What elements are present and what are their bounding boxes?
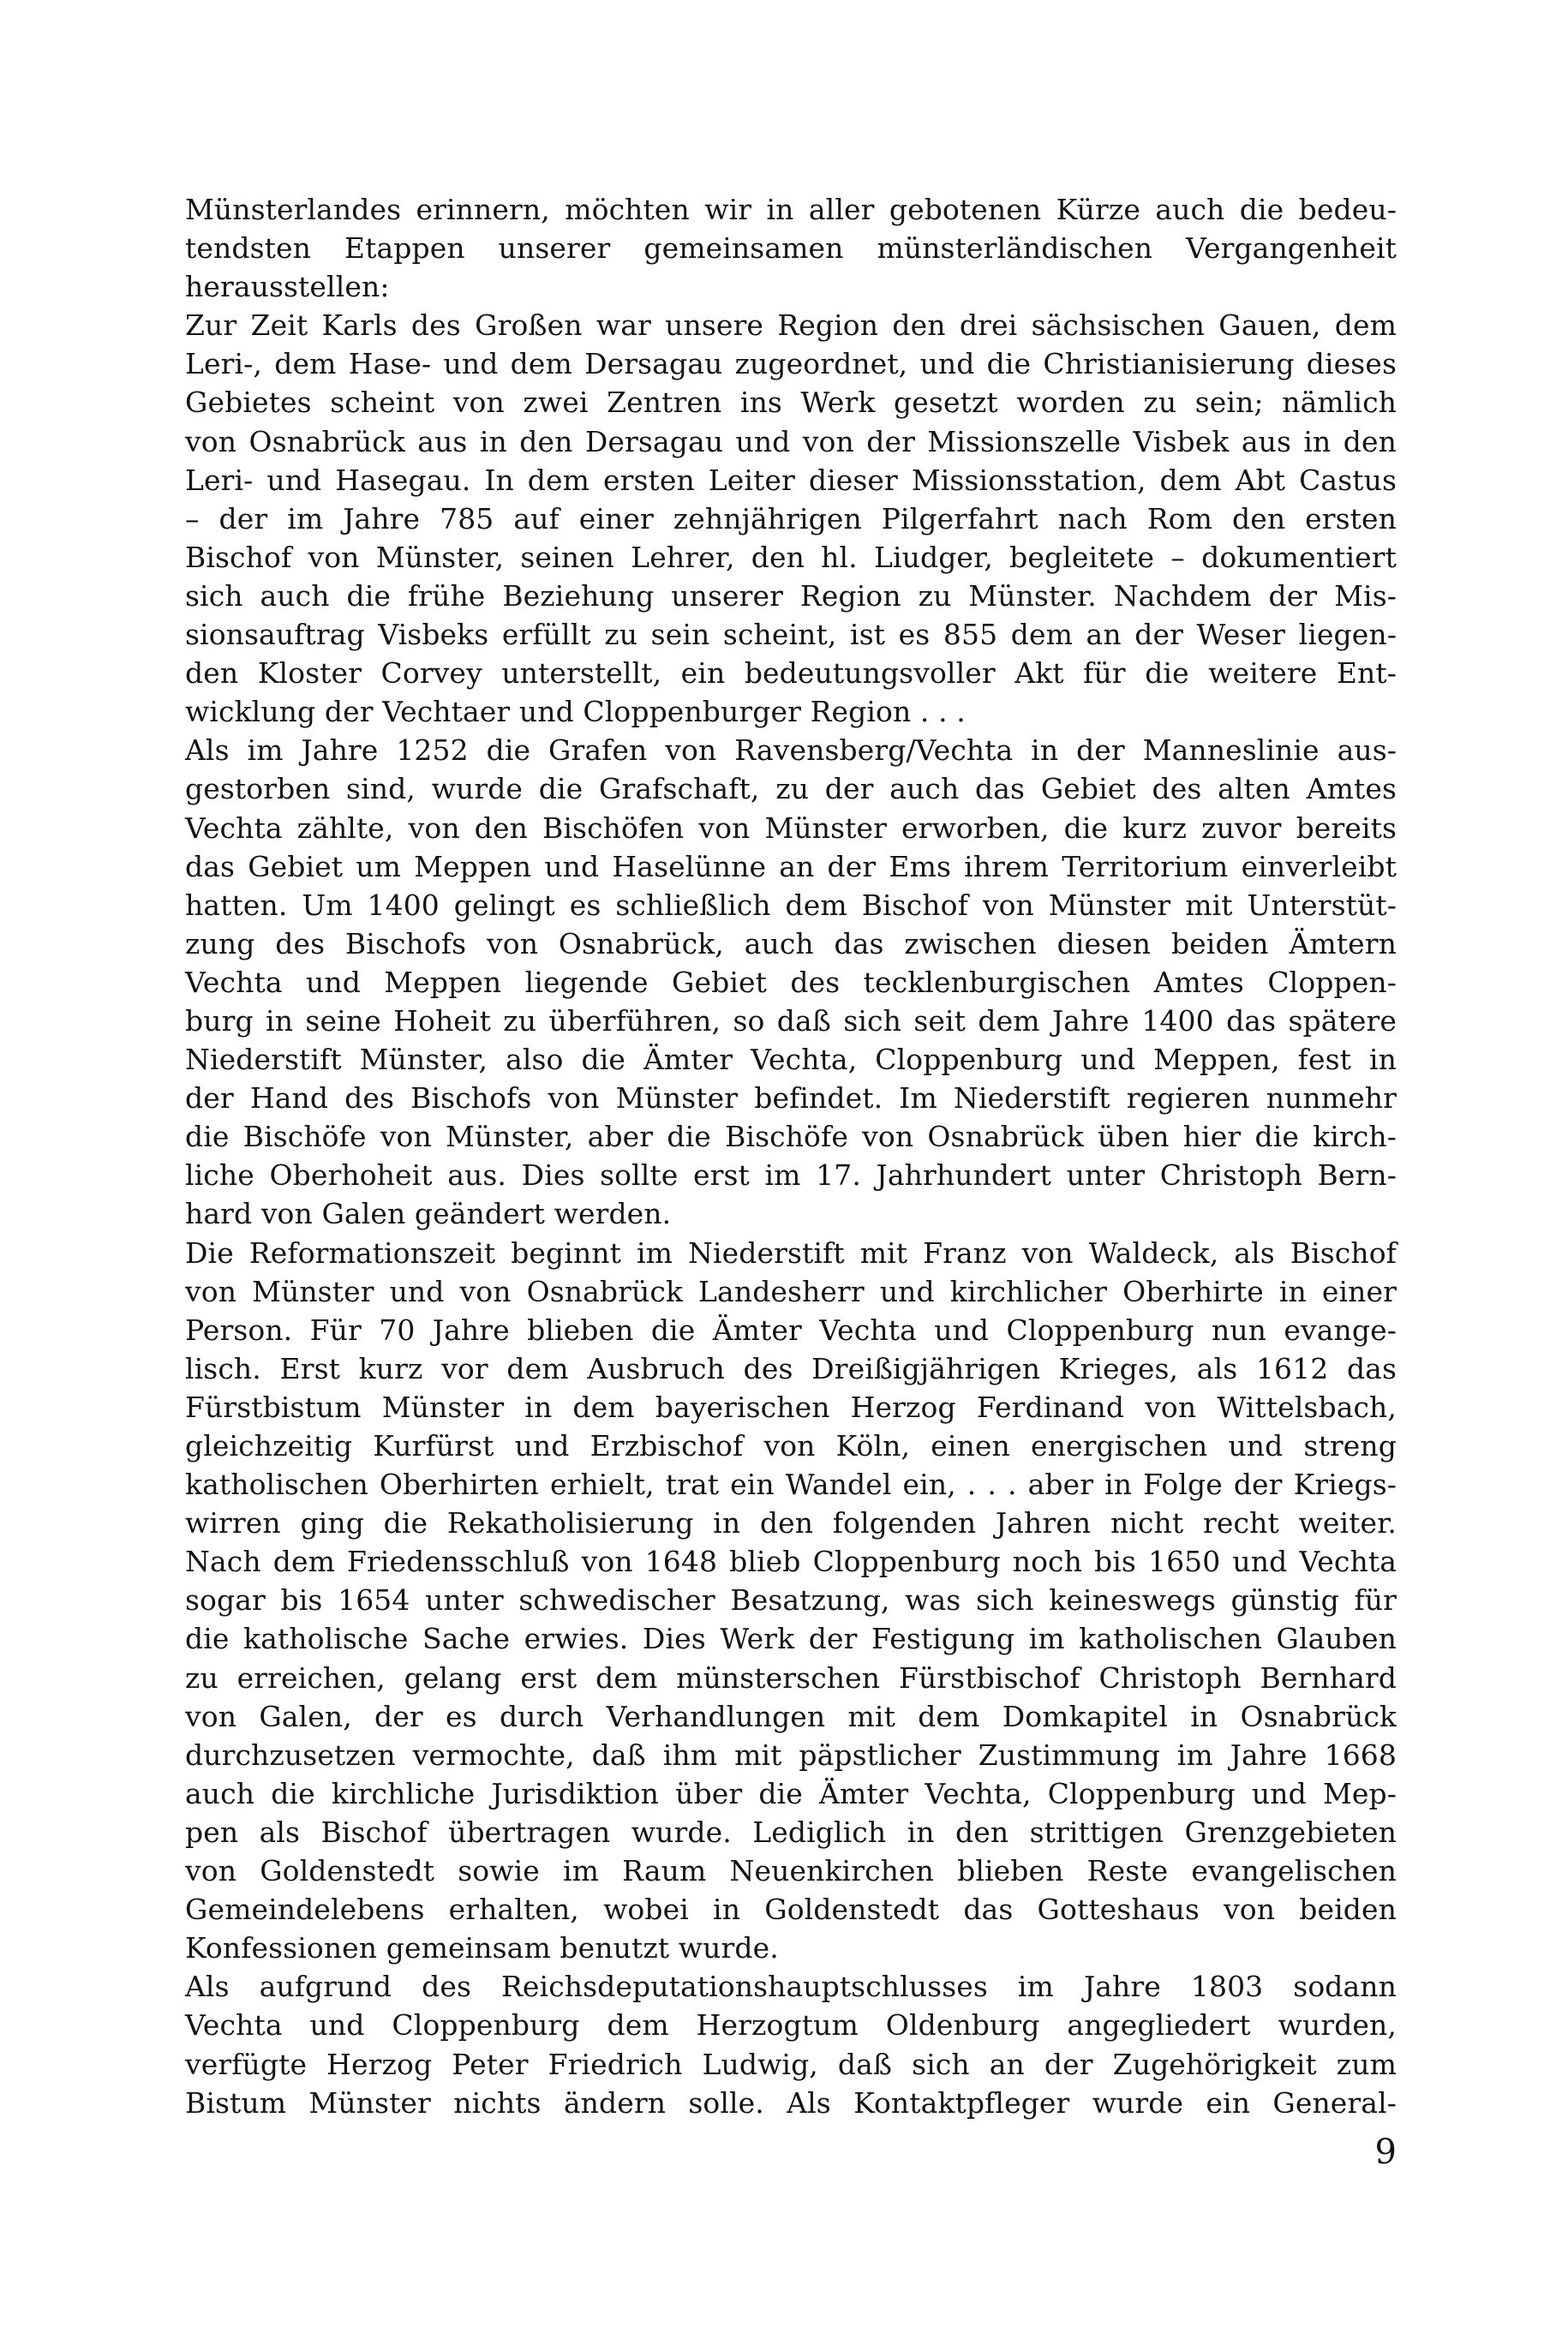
text-line: lisch. Erst kurz vor dem Ausbruch des Dreißigjährigen Krieges, als 1612 das — [185, 1351, 1397, 1385]
text-line: hard von Galen geändert werden. — [185, 1197, 672, 1231]
page-number: 9 — [1374, 2133, 1397, 2172]
text-line: katholischen Oberhirten erhielt, trat ein Wandel ein, . . . aber in Folge der Kriegs- — [185, 1468, 1397, 1502]
text-line: Bistum Münster nichts ändern solle. Als Kontaktpfleger wurde ein General- — [185, 2085, 1397, 2120]
text-line: von Münster und von Osnabrück Landesherr und kirchlicher Oberhirte in einer — [185, 1274, 1397, 1308]
text-line: Gebietes scheint von zwei Zentren ins Werk gesetzt worden zu sein; nämlich — [185, 386, 1397, 420]
text-line: durchzusetzen vermochte, daß ihm mit päpstlicher Zustimmung im Jahre 1668 — [185, 1738, 1397, 1772]
text-line: auch die kirchliche Jurisdiktion über die Ämter Vechta, Cloppenburg und Mep- — [185, 1776, 1397, 1810]
text-line: hatten. Um 1400 gelingt es schließlich dem Bischof von Münster mit Unterstüt- — [185, 888, 1397, 922]
text-line: Leri-, dem Hase- und dem Dersagau zugeordnet, und die Christianisierung dieses — [185, 347, 1397, 381]
text-line: Vechta zählte, von den Bischöfen von Münster erworben, die kurz zuvor bereits — [185, 811, 1397, 845]
text-line: den Kloster Corvey unterstellt, ein bedeutungsvoller Akt für die weitere Ent- — [185, 656, 1397, 691]
text-line: Als aufgrund des Reichsdeputationshauptschlusses im Jahre 1803 sodann — [185, 1970, 1397, 2004]
text-line: Fürstbistum Münster in dem bayerischen Herzog Ferdinand von Wittelsbach, — [185, 1390, 1397, 1424]
text-line: von Goldenstedt sowie im Raum Neuenkirchen blieben Reste evangelischen — [185, 1854, 1397, 1888]
text-line: pen als Bischof übertragen wurde. Lediglich in den strittigen Grenzgebieten — [185, 1815, 1397, 1849]
text-line: von Osnabrück aus in den Dersagau und von der Missionszelle Visbek aus in den — [185, 424, 1397, 458]
text-line: tendsten Etappen unserer gemeinsamen münsterländischen Vergangenheit — [185, 231, 1397, 266]
text-line: Zur Zeit Karls des Großen war unsere Region den drei sächsischen Gauen, dem — [185, 308, 1397, 343]
text-line: verfügte Herzog Peter Friedrich Ludwig, daß sich an der Zugehörigkeit zum — [185, 2047, 1397, 2081]
text-line: wirren ging die Rekatholisierung in den folgenden Jahren nicht recht weiter. — [185, 1506, 1397, 1540]
text-line: gestorben sind, wurde die Grafschaft, zu der auch das Gebiet des alten Amtes — [185, 772, 1397, 806]
text-line: die katholische Sache erwies. Dies Werk der Festigung im katholischen Glauben — [185, 1622, 1397, 1656]
text-line: Leri- und Hasegau. In dem ersten Leiter dieser Missionsstation, dem Abt Castus — [185, 463, 1397, 497]
text-line: – der im Jahre 785 auf einer zehnjährigen Pilgerfahrt nach Rom den ersten — [185, 501, 1397, 535]
text-line: Die Reformationszeit beginnt im Niederstift mit Franz von Waldeck, als Bischof — [185, 1235, 1397, 1270]
text-line: Gemeindelebens erhalten, wobei in Goldenstedt das Gotteshaus von beiden — [185, 1893, 1397, 1927]
text-line: liche Oberhoheit aus. Dies sollte erst im 17. Jahrhundert unter Christoph Bern- — [185, 1158, 1397, 1193]
text-line: Konfessionen gemeinsam benutzt wurde. — [185, 1931, 779, 1965]
text-line: der Hand des Bischofs von Münster befindet. Im Niederstift regieren nunmehr — [185, 1081, 1397, 1116]
text-line: Münsterlandes erinnern, möchten wir in aller gebotenen Kürze auch die bedeu- — [185, 193, 1397, 226]
text-line: von Galen, der es durch Verhandlungen mit dem Domkapitel in Osnabrück — [185, 1699, 1397, 1733]
text-line: sionsauftrag Visbeks erfüllt zu sein scheint, ist es 855 dem an der Weser liegen- — [185, 618, 1397, 652]
text-line: Person. Für 70 Jahre blieben die Ämter Vechta und Cloppenburg nun evange- — [185, 1313, 1397, 1347]
text-line: sogar bis 1654 unter schwedischer Besatzung, was sich keineswegs günstig für — [185, 1583, 1397, 1618]
text-line: Als im Jahre 1252 die Grafen von Ravensberg/Vechta in der Manneslinie aus- — [185, 733, 1397, 768]
text-line: Niederstift Münster, also die Ämter Vechta, Cloppenburg und Meppen, fest in — [185, 1043, 1397, 1077]
text-line: die Bischöfe von Münster, aber die Bischöfe von Osnabrück üben hier die kirch- — [185, 1120, 1397, 1154]
text-line: das Gebiet um Meppen und Haselünne an der Ems ihrem Territorium einverleibt — [185, 849, 1397, 883]
text-line: Vechta und Meppen liegende Gebiet des tecklenburgischen Amtes Cloppen- — [185, 965, 1397, 999]
text-line: wicklung der Vechtaer und Cloppenburger Region . . . — [185, 695, 966, 729]
text-line: zu erreichen, gelang erst dem münsterschen Fürstbischof Christoph Bernhard — [185, 1660, 1397, 1695]
text-line: gleichzeitig Kurfürst und Erzbischof von Köln, einen energischen und streng — [185, 1429, 1397, 1463]
text-line: Bischof von Münster, seinen Lehrer, den hl. Liudger, begleitete – dokumentiert — [185, 540, 1397, 574]
text-line: burg in seine Hoheit zu überführen, so daß sich seit dem Jahre 1400 das spätere — [185, 1003, 1397, 1038]
text-line: sich auch die frühe Beziehung unserer Region zu Münster. Nachdem der Mis- — [185, 578, 1397, 613]
text-line: Nach dem Friedensschluß von 1648 blieb Cloppenburg noch bis 1650 und Vechta — [185, 1545, 1397, 1579]
text-line: zung des Bischofs von Osnabrück, auch das zwischen diesen beiden Ämtern — [185, 926, 1397, 960]
text-line: Vechta und Cloppenburg dem Herzogtum Oldenburg angegliedert wurden, — [185, 2008, 1397, 2043]
text-line: herausstellen: — [185, 270, 390, 304]
body-text — [185, 190, 1397, 2122]
